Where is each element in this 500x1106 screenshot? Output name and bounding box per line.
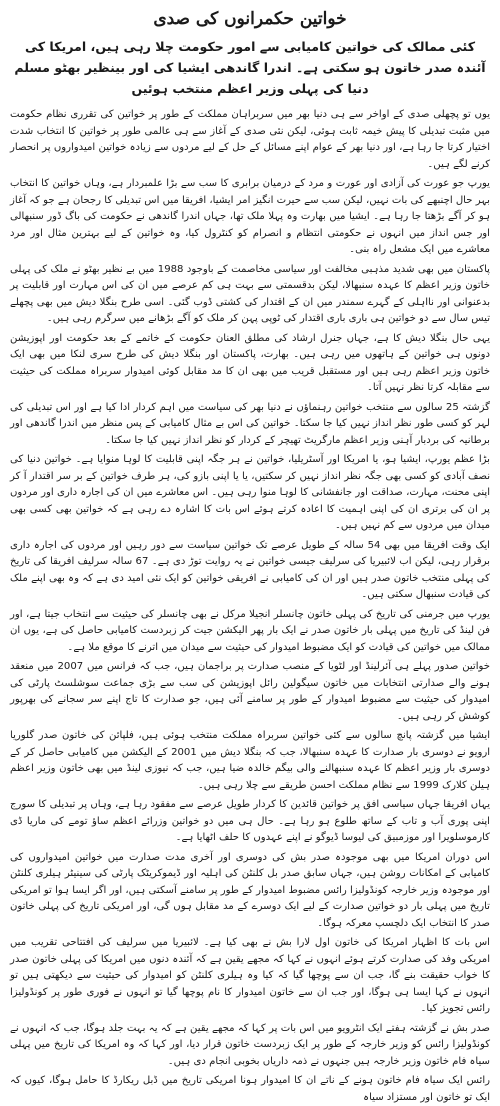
paragraph: ایشیا میں گزشتہ پانچ سالوں سے کئی خواتین سربراہ مملکت منتخب ہوئی ہیں، فلپائن کی خاتون صدر گلوریا ارویو نے دوسری بار صدارت کا عہدہ سنبھالا، جب کہ بنگلا دیش میں 2001 کے الیکشن میں کامیابی حاصل کر کے دوسری بار وزیر اعظم کا عہدہ سنبھالنے والی بیگم خالدہ ضیا ہیں، جب کہ نیوزی لینڈ میں بھی خاتون وزیر اعظم ہیلن کلارک 1999 سے نظام مملکت احسن طریقے سے چلا رہی ہیں۔ <box>10 730 490 791</box>
paragraph: پاکستان میں بھی شدید مذہبی مخالفت اور سیاسی مخاصمت کے باوجود 1988 میں بے نظیر بھٹو نے ملک کی پہلی خاتون وزیر اعظم کا عہدہ سنبھالا، لیکن بدقسمتی سے بہت ہی کم عرصے میں ان کی اس مہارت اور قابلیت پر بدعنوانی اور نااہلی کے گہرے سمندر میں ان کے اقتدار کی کشتی ڈوب گئی۔ اسی طرح بنگلا دیش میں بھی پچھلے تیس سال سے دو خواتین ہی باری باری اقتدار کی ٹوپی پہن کر ملک کو آگے بڑھانے میں سرگرم رہی ہیں۔ <box>10 263 490 324</box>
paragraph: اس بات کا اظہار امریکا کی خاتون اول لارا بش نے بھی کیا ہے۔ لائبیریا میں سرلیف کی افتتاحی تقریب میں امریکی وفد کی صدارت کرتے ہوئے انہوں نے کہا کہ مجھے یقین ہے کہ آئندہ دنوں میں امریکا کی پہلی خاتون صدر کا خواب حقیقت بنے گا، جب ان سے پوچھا گیا کہ کیا وہ ہیلری کلنٹن کو امیدوار کی حیثیت سے دیکھتی ہیں تو انہوں نے کہا ایسا ہی ہوگا، اور جب ان سے خاتون امیدوار کا نام پوچھا گیا تو انہوں نے فوری طور پر کونڈولیزا رائس تجویز کیا۔ <box>10 937 490 1014</box>
paragraph: یہی حال بنگلا دیش کا ہے، جہاں جنرل ارشاد کی مطلق العنان حکومت کے خاتمے کے بعد حکومت اور اپوزیشن دونوں ہی خواتین کے ہاتھوں میں رہی ہیں۔ بھارت، پاکستان اور بنگلا دیش کی طرح سری لنکا میں بھی ایک خاتون وزیر اعظم رہی ہیں اور مستقبل قریب میں بھی ان کا مد مقابل کوئی امیدوار سربراہ مملکت کی حیثیت سے مقابلہ کرتا نظر نہیں آتا۔ <box>10 332 490 393</box>
paragraph: یورپ جو عورت کی آزادی اور عورت و مرد کے درمیان برابری کا سب سے بڑا علمبردار ہے، وہاں خواتین کا انتخاب بہر حال اچنبھے کی بات نہیں، لیکن سب سے حیرت انگیز امر ایشیا، افریقا میں اس تبدیلی کا رجحان ہے جو کہ آغاز ہو کر آگے بڑھتا جا رہا ہے۔ ایشیا میں بھارت وہ پہلا ملک تھا، جہاں اندرا گاندھی نے حکومت کی باگ ڈور سنبھالی اور جس انداز میں انہوں نے حکومتی انتظام و انصرام کو کنٹرول کیا، وہ خواتین کے لیے بہترین مثال اور مرد معاشرے میں ایک مشعل راہ بنی۔ <box>10 178 490 255</box>
paragraph: ایک وقت افریقا میں بھی 54 سالہ کے طویل عرصے تک خواتین سیاست سے دور رہیں اور مردوں کی اجارہ داری برقرار رہی، لیکن اب لائبیریا کی سرلیف جیسی خواتین نے یہ روایت توڑ دی ہے۔ 67 سالہ سرلیف افریقا کی تاریخ کی پہلی منتخب خاتون صدر ہیں اور ان کی کامیابی نے افریقی خواتین کو ایک نئی امید دی ہے کہ وہ بھی اپنے ملک کی قیادت سنبھال سکتی ہیں۔ <box>10 539 490 600</box>
paragraph: گزشتہ 25 سالوں سے منتخب خواتین رہنماؤں نے دنیا بھر کی سیاست میں اہم کردار ادا کیا ہے اور اس تبدیلی کی لہر کو کسی طور نظر انداز نہیں کیا جا سکتا۔ خواتین کی اس بے مثال کامیابی کے پس منظر میں اندرا گاندھی اور برطانیہ کی بردبار آہنی وزیر اعظم مارگریٹ تھیچر کے کردار کو نظر انداز نہیں کیا جا سکتا۔ <box>10 401 490 446</box>
article-body <box>10 107 490 1106</box>
paragraph: یورپ میں جرمنی کی تاریخ کی پہلی خاتون چانسلر انجیلا مرکل نے بھی چانسلر کی حیثیت سے انتخاب جیتا ہے، اور فن لینڈ کی تاریخ میں پہلی بار خاتون صدر نے ایک بار پھر الیکشن جیت کر زبردست کامیابی حاصل کی ہے، یوں ان ممالک میں خواتین کی قیادت کو ایک مضبوط امیدوار کی حیثیت سے میدان میں اترنے کا موقع ملا ہے۔ <box>10 608 490 653</box>
paragraph: رائس ایک سیاہ فام خاتون ہونے کے ناتے ان کا امیدوار ہونا امریکی تاریخ میں ڈبل ریکارڈ کا حامل ہوگا، کیوں کہ ایک تو خاتون اور مستزاد سیاہ <box>10 1075 490 1103</box>
article-title: خواتین حکمرانوں کی صدی <box>153 9 347 29</box>
paragraph: بڑا عظم یورپ، ایشیا ہو، یا امریکا اور آسٹریلیا، خواتین نے ہر جگہ اپنی قابلیت کا لوہا منوایا ہے۔ خواتین دنیا کی نصف آبادی کو کسی بھی جگہ نظر انداز نہیں کر سکتیں، یا یا اپنی بازو کی، ہر طرف خواتین کے بر سر اقتدار آ کر اپنی محنت، مہارت، صداقت اور جانفشانی کا لوہا منوا رہی ہیں۔ اس معاشرے میں ان کی اجارہ داری اور مردوں پر ان کی برتری ان کی اپنی اہمیت کا اعادہ کرتے ہوئے اس بات کا اشارہ دے رہی ہے کہ خواتین بھی کسی بھی میدان میں مردوں سے کم نہیں ہیں۔ <box>10 454 490 531</box>
paragraph: خواتین صدور پہلے ہی آئرلینڈ اور لٹویا کے منصب صدارت پر براجمان ہیں، جب کہ فرانس میں 2007 میں منعقد ہونے والے صدارتی انتخابات میں خاتون سیگولین رائل اپوزیشن کی سب سے بڑی جماعت سوشلسٹ پارٹی کی امیدوار کی حیثیت سے مضبوط امیدوار کے طور پر سامنے آئی ہیں، جو صدارت کا تاج اپنے سر سجانے کی بھرپور کوشش کر رہی ہیں۔ <box>10 661 490 722</box>
article-lead: کئی ممالک کی خواتین کامیابی سے امور حکومت چلا رہی ہیں، امریکا کی آئندہ صدر خاتون ہو سکتی ہے۔ اندرا گاندھی ایشیا کی اور بینظیر بھٹو مسلم دنیا کی پہلی وزیر اعظم منتخب ہوئیں <box>14 39 486 96</box>
paragraph: صدر بش نے گزشتہ ہفتے ایک انٹرویو میں اس بات پر کہا کہ مجھے یقین ہے کہ یہ بہت جلد ہوگا، جب کہ انہوں نے کونڈولیزا رائس کو وزیر خارجہ کے طور پر ایک زبردست خاتون قرار دیا، اور کہا کہ وہ امریکا کی تاریخ میں پہلی سیاہ فام خاتون وزیر خارجہ ہیں جنہوں نے ذمہ داریاں بخوبی انجام دی ہیں۔ <box>10 1022 490 1067</box>
paragraph: یہاں افریقا جہاں سیاسی افق پر خواتین قائدین کا کردار طویل عرصے سے مفقود رہا ہے، وہاں پر تبدیلی کا سورج اپنی پوری آب و تاب کے ساتھ طلوع ہو رہا ہے۔ حال ہی میں دو خواتین وزرائے اعظم ساؤ تومے کی ماریا ڈی کارموسلویرا اور موزمبیق کی لیوسا ڈیوگو نے اپنے عہدوں کا حلف اٹھایا ہے۔ <box>10 799 490 843</box>
paragraph: اس دوران امریکا میں بھی موجودہ صدر بش کی دوسری اور آخری مدت صدارت میں خواتین امیدواروں کی کامیابی کے امکانات روشن ہیں، جہاں سابق صدر بل کلنٹن کی اہلیہ اور ڈیموکریٹک پارٹی کی سینیٹر ہیلری کلنٹن اور موجودہ وزیر خارجہ کونڈولیزا رائس مضبوط امیدوار کے طور پر سامنے آسکتی ہیں، اور اگر ایسا ہوا تو امریکی تاریخ میں پہلی بار دو خواتین صدارت کے لیے ایک دوسرے کے مد مقابل ہوں گی، اور امریکی تاریخ کی پہلی خاتون صدر کا انتخاب ایک دلچسپ معرکہ ہوگا۔ <box>10 851 490 929</box>
paragraph: یوں تو پچھلی صدی کے اواخر سے ہی دنیا بھر میں سربراہان مملکت کے طور پر خواتین کی تقرری نظام حکومت میں مثبت تبدیلی کا پیش خیمہ ثابت ہوئی، لیکن نئی صدی کے آغاز سے ہی عالمی طور پر خواتین کا انتخاب شدت اختیار کرتا جا رہا ہے، اور دنیا بھر کے عوام اپنے مسائل کے حل کے لیے مردوں سے زیادہ خواتین امیدواروں پر انحصار کرنے لگے ہیں۔ <box>10 109 490 170</box>
